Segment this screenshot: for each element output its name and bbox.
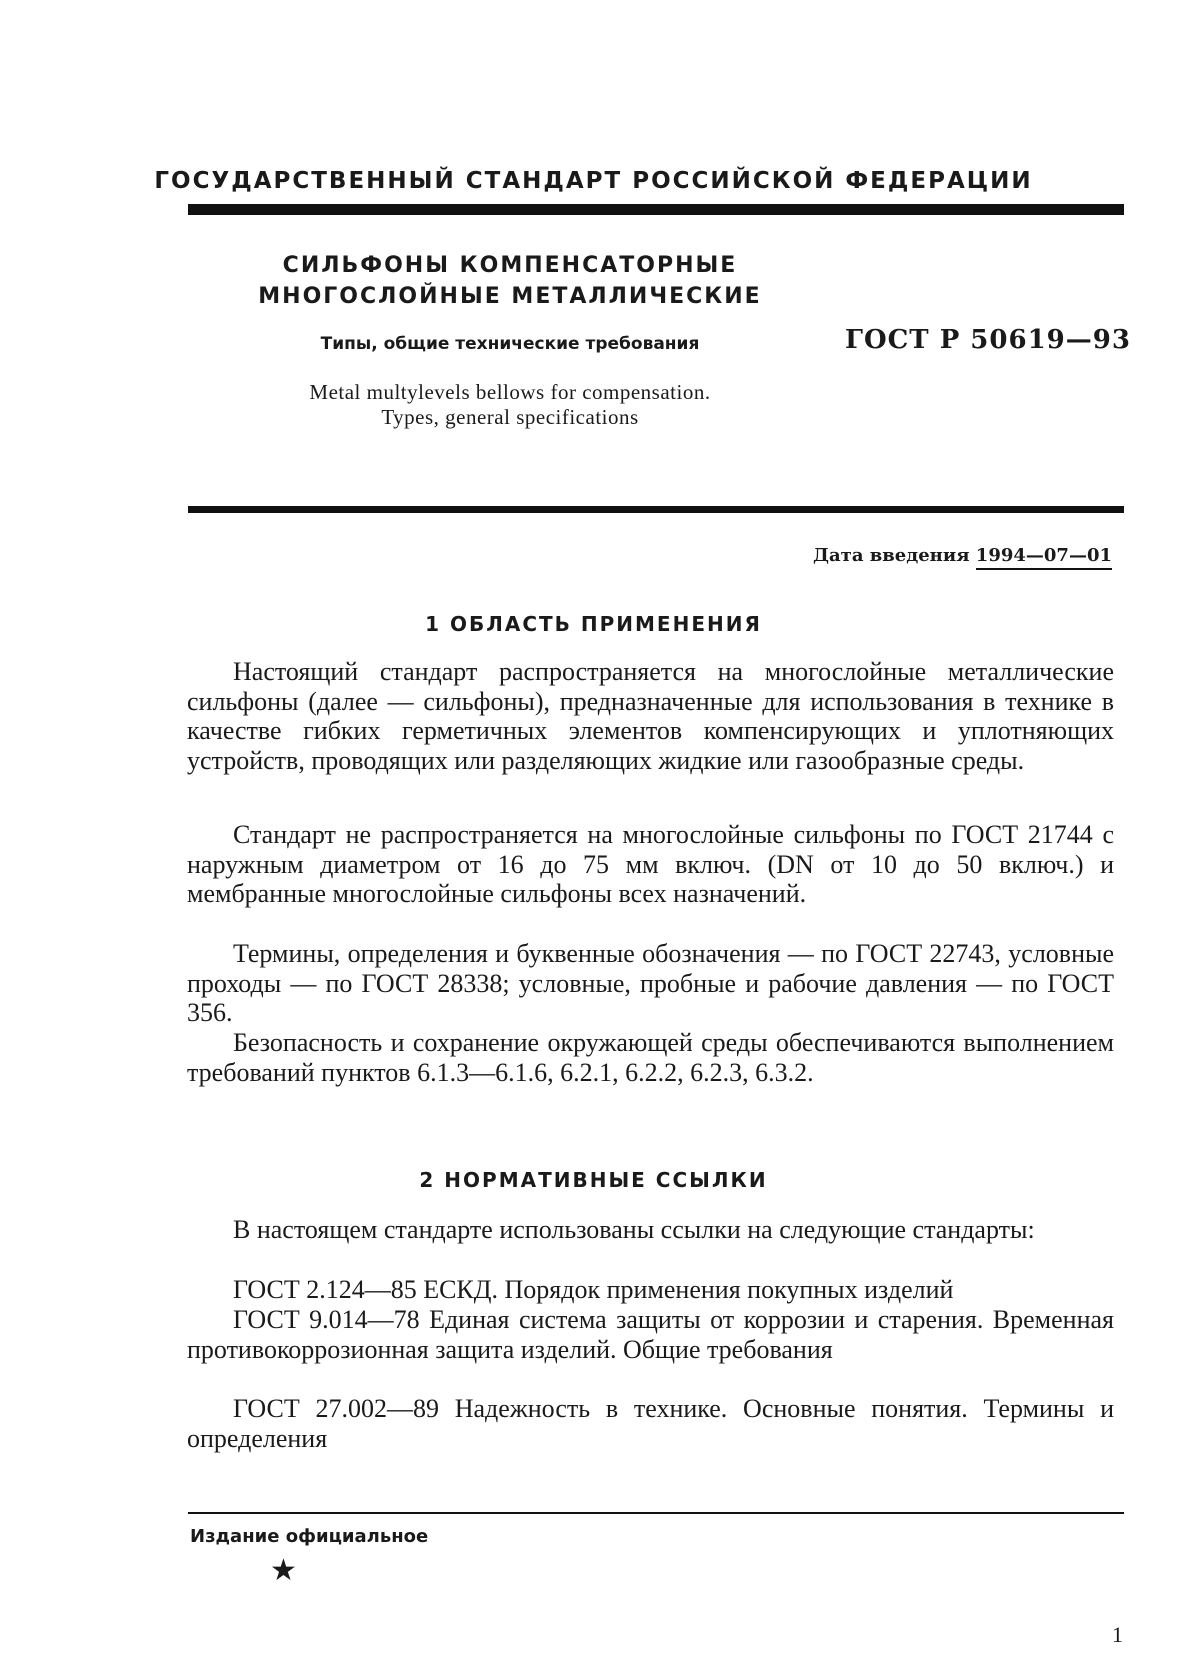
section-heading-scope: 1 ОБЛАСТЬ ПРИМЕНЕНИЯ: [425, 612, 762, 636]
gost-code: ГОСТ Р 50619—93: [845, 325, 1131, 355]
introduction-date: [813, 545, 1112, 566]
references-intro: В настоящем стандарте использованы ссылки на следующие стандарты:: [233, 1215, 1035, 1244]
date-label: Дата введения: [813, 545, 970, 566]
document-title: [200, 250, 820, 312]
paragraph: Настоящий стандарт распространяется на многослойные металлические сильфоны (далее — сильфоны), предназначенные для использования в технике в качестве гибких герметичных элементов компенсирующих и уплотняющих устройств, проводящих или разделяющих жидкие или газообразные среды.: [187, 657, 1114, 775]
document-title-line2: МНОГОСЛОЙНЫЕ МЕТАЛЛИЧЕСКИЕ: [258, 284, 762, 309]
standard-header: ГОСУДАРСТВЕННЫЙ СТАНДАРТ РОССИЙСКОЙ ФЕДЕРАЦИИ: [154, 168, 1033, 194]
english-title-line2: Types, general specifications: [381, 405, 639, 429]
document-title-line1: СИЛЬФОНЫ КОМПЕНСАТОРНЫЕ: [282, 253, 738, 278]
document-subtitle: Типы, общие технические требования: [320, 334, 700, 354]
paragraph: Стандарт не распространяется на многослойные сильфоны по ГОСТ 21744 с наружным диаметром от 16 до 75 мм включ. (DN от 10 до 50 включ.) и мембранные многослойные сильфоны всех назначений.: [187, 820, 1114, 909]
header-rule: [188, 204, 1124, 215]
english-title-line1: Metal multylevels bellows for compensation.: [309, 380, 711, 404]
official-edition-label: Издание официальное: [190, 1526, 429, 1547]
footer-rule: [188, 1512, 1124, 1514]
reference-item: ГОСТ 9.014—78 Единая система защиты от коррозии и старения. Временная противокоррозионная защита изделий. Общие требования: [187, 1305, 1114, 1364]
title-rule: [188, 506, 1124, 513]
page-number: 1: [1112, 1622, 1123, 1647]
english-title: [200, 380, 820, 430]
star-icon: ★: [270, 1554, 297, 1587]
reference-item: ГОСТ 2.124—85 ЕСКД. Порядок применения покупных изделий: [233, 1275, 954, 1304]
paragraph: Термины, определения и буквенные обозначения — по ГОСТ 22743, условные проходы — по ГОСТ 28338; условные, пробные и рабочие давления — по ГОСТ 356.: [187, 939, 1114, 1028]
reference-item: ГОСТ 27.002—89 Надежность в технике. Основные понятия. Термины и определения: [187, 1394, 1114, 1453]
paragraph: Безопасность и сохранение окружающей среды обеспечиваются выполнением требований пунктов 6.1.3—6.1.6, 6.2.1, 6.2.2, 6.2.3, 6.3.2.: [187, 1028, 1114, 1087]
date-value: 1994—07—01: [976, 545, 1112, 570]
section-heading-references: 2 НОРМАТИВНЫЕ ССЫЛКИ: [419, 1168, 768, 1192]
